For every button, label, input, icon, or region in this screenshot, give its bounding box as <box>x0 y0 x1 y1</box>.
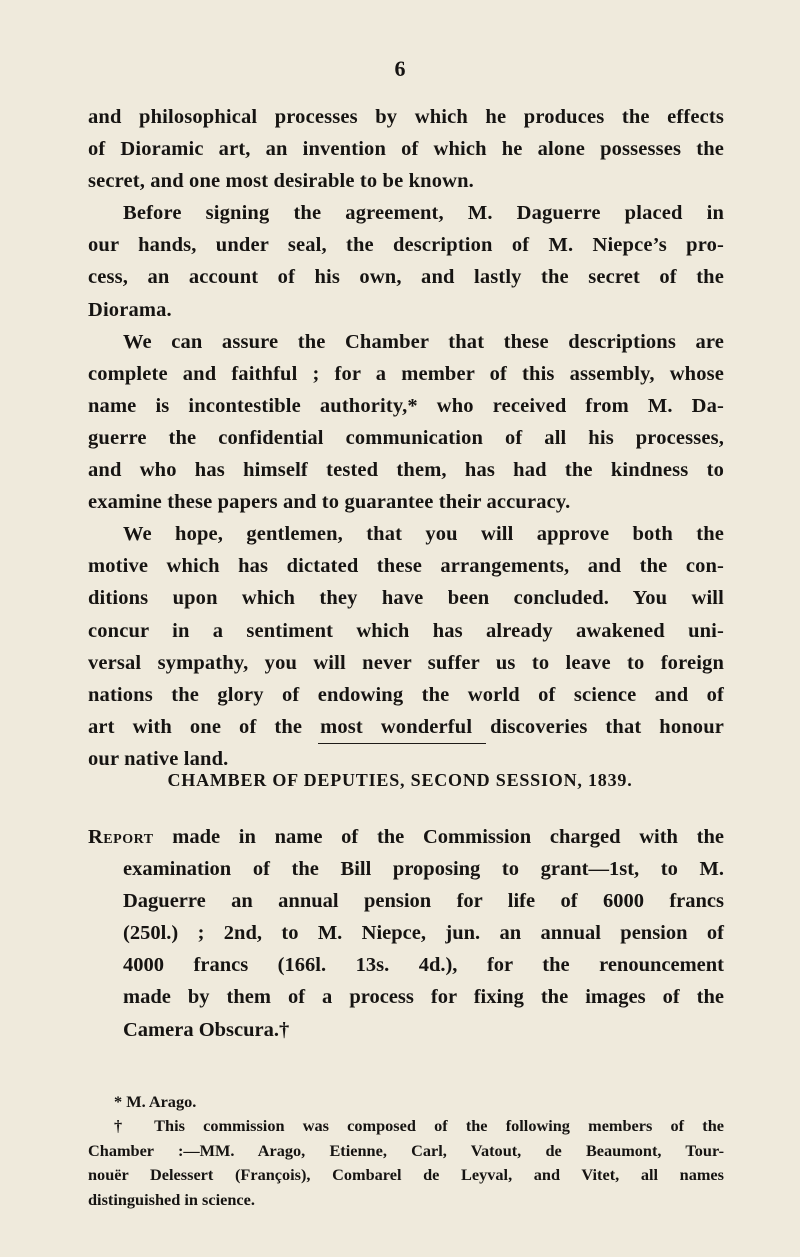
text-line: complete and faithful ; for a member of this assembly, whose <box>88 362 724 385</box>
text-line: guerre the confidential communication of all his processes, <box>88 426 724 449</box>
text-line: our native land. <box>88 747 229 770</box>
text-line: made by them of a process for fixing the images of the <box>123 986 724 1009</box>
text-line <box>88 821 724 853</box>
text-line: concur in a sentiment which has already awakened uni- <box>88 619 724 642</box>
text-line: of Dioramic art, an invention of which he alone possesses the <box>88 138 724 161</box>
text-line: examination of the Bill proposing to grant—1st, to M. <box>123 858 724 881</box>
text-line: Daguerre an annual pension for life of 6000 francs <box>123 890 724 913</box>
text-line: We hope, gentlemen, that you will approve both the <box>123 523 724 546</box>
text-line: secret, and one most desirable to be known. <box>88 170 474 193</box>
page-number: 6 <box>394 56 406 81</box>
report-paragraph <box>88 821 724 1046</box>
section-divider <box>318 743 486 744</box>
report-line-text: made in name of the Commission charged with the <box>172 826 725 848</box>
section-heading: CHAMBER OF DEPUTIES, SECOND SESSION, 1839. <box>167 770 633 790</box>
text-line: name is incontestible authority,* who received from M. Da- <box>88 394 724 417</box>
text-line: our hands, under seal, the description of M. Niepce’s pro- <box>88 234 724 257</box>
footnote-2-line: nouër Delessert (François), Combarel de Leyval, and Vitet, all names <box>88 1165 724 1185</box>
footnote-2-line: distinguished in science. <box>88 1189 255 1209</box>
text-line: Diorama. <box>88 298 172 321</box>
paragraph-4 <box>88 518 724 775</box>
text-line: 4000 francs (166l. 13s. 4d.), for the renouncement <box>123 954 724 977</box>
text-line: cess, an account of his own, and lastly the secret of the <box>88 266 724 289</box>
text-line: art with one of the most wonderful discoveries that honour <box>88 715 724 738</box>
text-line: and who has himself tested them, has had the kindness to <box>88 459 724 482</box>
paragraph-3 <box>88 326 724 519</box>
text-line: nations the glory of endowing the world of science and of <box>88 683 724 706</box>
paragraph-2 <box>88 197 724 325</box>
text-line: We can assure the Chamber that these descriptions are <box>123 330 724 353</box>
text-line: motive which has dictated these arrangements, and the con- <box>88 555 724 578</box>
text-line: and philosophical processes by which he produces the effects <box>88 106 724 128</box>
text-line: examine these papers and to guarantee their accuracy. <box>88 491 571 514</box>
footnotes <box>88 1090 724 1212</box>
text-line: Camera Obscura.† <box>123 1018 290 1041</box>
text-line: ditions upon which they have been concluded. You will <box>88 587 724 610</box>
footnote-2-line: Chamber :—MM. Arago, Etienne, Carl, Vatout, de Beaumont, Tour- <box>88 1140 724 1160</box>
text-line: versal sympathy, you will never suffer us to leave to foreign <box>88 651 724 674</box>
footnote-2-line: † This commission was composed of the following members of the <box>114 1116 724 1136</box>
report-lead: Report <box>88 826 154 848</box>
text-line: Before signing the agreement, M. Daguerre placed in <box>123 202 724 225</box>
main-text <box>88 101 724 775</box>
paragraph-1 <box>88 101 724 197</box>
footnote-1: * M. Arago. <box>114 1092 197 1111</box>
text-line: (250l.) ; 2nd, to M. Niepce, jun. an annual pension of <box>123 922 724 945</box>
